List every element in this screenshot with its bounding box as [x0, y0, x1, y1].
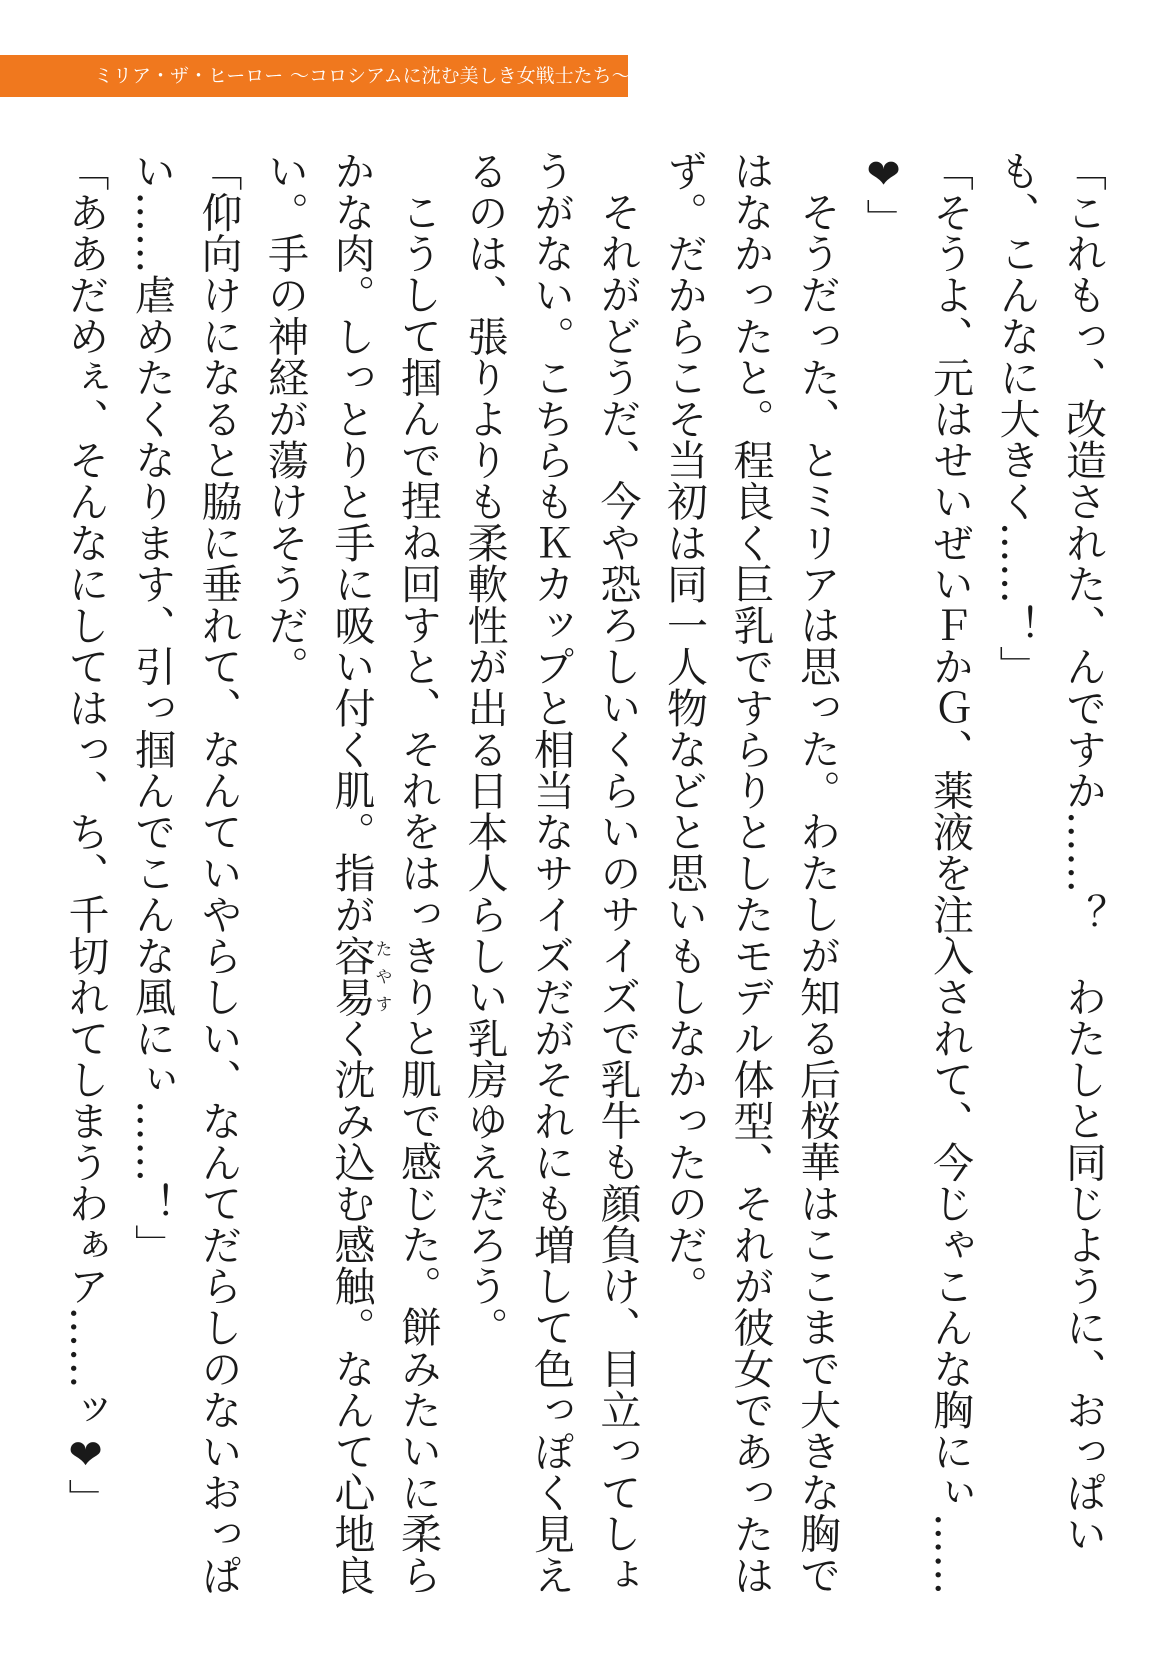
- furigana-ruby: [327, 934, 392, 1018]
- book-subtitle: ～コロシアムに沈む美しき女戦士たち～: [290, 65, 631, 87]
- paragraph-3: そうだった、とミリアは思った。わたしが知る后桜華はここまで大きな胸ではなかったと。程良く巨乳ですらりとしたモデル体型、それが彼女であったはず。だからこそ当初は同一人物などと思いもしなかったのだ。: [660, 150, 841, 1596]
- ruby-base: 容易: [327, 934, 376, 1018]
- paragraph-7: 「ああだめぇ、そんなにしてはっ、ち、千切れてしまうわぁア……ッ❤」: [61, 150, 110, 1520]
- running-header: [0, 55, 631, 97]
- paragraph-5-text-a: こうして掴んで捏ね回すと、それをはっきりと肌で感じた。餅みたいに柔らかな肉。しっとりと手に吸い付く肌。指が: [327, 150, 442, 1596]
- ruby-reading: たやす: [371, 934, 392, 1018]
- paragraph-5: [252, 150, 452, 1610]
- book-title: ミリア・ザ・ヒーロー: [94, 65, 284, 87]
- paragraph-2: 「そうよ、元はせいぜいＦかＧ、薬液を注入されて、今じゃこんな胸にぃ……❤」: [859, 150, 974, 1596]
- paragraph-6: 「仰向けになると脇に垂れて、なんていやらしい、なんてだらしのないおっぱい……虐めたくなります、引っ掴んでこんな風にぃ……！」: [128, 150, 243, 1596]
- paragraph-1: 「これもっ、改造された、んですか……？ わたしと同じように、おっぱいも、こんなに大きく……！」: [992, 150, 1107, 1555]
- paragraph-4: それがどうだ、今や恐ろしいくらいのサイズで乳牛も顔負け、目立ってしょうがない。こちらもＫカップと相当なサイズだがそれにも増して色っぽく見えるのは、張りよりも柔軟性が出る日本人らしい乳房ゆえだろう。: [460, 150, 642, 1596]
- paragraph-5-text-b: く沈み込む感触。なんて心地良い。手の神経が蕩けそうだ。: [261, 150, 376, 1596]
- body-text: [60, 150, 1116, 1610]
